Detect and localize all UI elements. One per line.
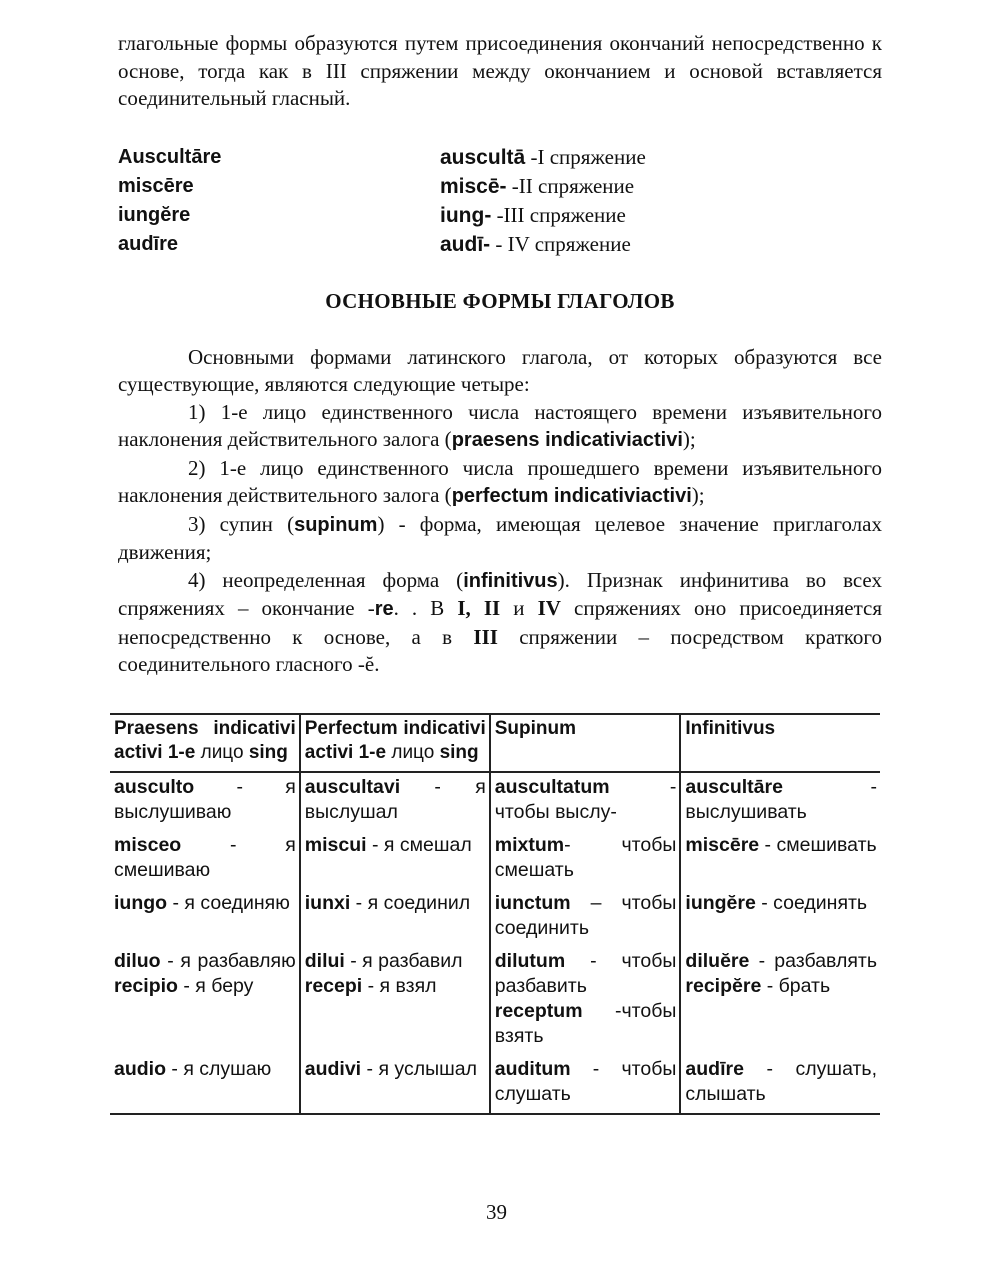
stem-form: auscultā (440, 145, 526, 169)
latin-form: auditum (494, 1057, 571, 1080)
header-infinitivus: Infinitivus (680, 714, 880, 772)
translation: - я выслушиваю (114, 775, 296, 823)
header-supinum: Supinum (490, 714, 681, 772)
translation: - я взял (362, 974, 437, 997)
item-text: 2) 1-е лицо единственного числа прошедшего времени изъявительного наклонения действительного залога ( (118, 455, 882, 507)
item-text: 3) супин ( (188, 511, 295, 536)
table-cell (490, 831, 681, 889)
latin-form: dilui (304, 949, 345, 972)
table-cell (300, 772, 490, 831)
table-row (110, 889, 880, 947)
header-text: sing (248, 741, 288, 763)
translation: - чтобы выслу- (494, 775, 677, 823)
translation: - я услышал (361, 1057, 477, 1080)
intro-paragraph: глагольные формы образуются путем присоединения окончаний непосредственно к основе, тогда как в III спряжении между окончанием и основой вставляется соединительный гласный. (118, 31, 882, 110)
stem-infinitive: Auscultāre (118, 145, 222, 168)
table-cell (300, 1055, 490, 1114)
latin-form: auscultavi (304, 775, 401, 798)
table-cell (680, 772, 880, 831)
page-number: 39 (486, 1200, 507, 1224)
stem-infinitive: iungĕre (118, 203, 191, 226)
translation: - я смешиваю (114, 833, 296, 881)
item-text: и (500, 596, 538, 620)
translation: -чтобы взять (494, 999, 677, 1047)
stem-form: iung- (440, 203, 492, 227)
translation: - чтобы смешать (494, 833, 677, 881)
latin-form: recepi (304, 974, 363, 997)
table-cell (110, 1055, 300, 1114)
latin-term: perfectum indicativiactivi (451, 485, 692, 507)
latin-form: dilutum (494, 949, 566, 972)
translation: - я соединяю (167, 891, 290, 914)
table-cell (680, 1055, 880, 1114)
latin-form: ausculto (114, 775, 195, 798)
translation: - чтобы слушать (494, 1057, 677, 1105)
latin-form: miscēre (685, 833, 760, 856)
table-cell (110, 772, 300, 831)
latin-form: auscultatum (494, 775, 610, 798)
table-cell (110, 889, 300, 947)
section-title: ОСНОВНЫЕ ФОРМЫ ГЛАГОЛОВ (325, 288, 675, 313)
latin-form: audivi (304, 1057, 362, 1080)
stem-label: -I спряжение (525, 144, 646, 169)
latin-form: mixtum (494, 833, 565, 856)
table-cell (680, 947, 880, 1055)
latin-form: audīre (685, 1057, 744, 1080)
table-cell (490, 1055, 681, 1114)
item-text: . . В (393, 596, 458, 620)
latin-form: audio (114, 1057, 166, 1080)
stem-conjugation (440, 143, 882, 172)
latin-term: supinum (294, 513, 378, 536)
stem-infinitive: miscēre (118, 174, 194, 197)
translation: - я смешал (366, 833, 472, 856)
latin-term: praesens indicativiactivi (451, 429, 683, 451)
latin-form: iunxi (304, 891, 351, 914)
header-text: sing (439, 741, 479, 763)
latin-form: recipio (114, 974, 178, 997)
page-content (114, 30, 882, 1115)
latin-form: iungĕre (685, 891, 756, 914)
translation: - выслушивать (685, 775, 877, 823)
translation: - смешивать (759, 833, 877, 856)
table-row (110, 772, 880, 831)
table-row (110, 1055, 880, 1114)
latin-form: auscultāre (685, 775, 783, 798)
header-text: Perfectum indicativi activi 1-е (304, 717, 486, 763)
translation: - разбавлять (749, 949, 877, 972)
table-cell (490, 889, 681, 947)
ending: re (374, 598, 394, 620)
conjugation-numeral: IV (537, 596, 561, 620)
header-perfectum (300, 714, 490, 772)
item-text: спряжениях оно присоединяется непосредственно к основе, а в (118, 596, 882, 649)
latin-form: receptum (494, 999, 583, 1022)
latin-form: recipĕre (685, 974, 762, 997)
translation: - я беру (177, 974, 254, 997)
header-text: Praesens indicativi activi 1-е (114, 717, 296, 763)
latin-term: infinitivus (463, 569, 558, 592)
translation: - я соединил (350, 891, 471, 914)
lead-paragraph: Основными формами латинского глагола, от которых образуются все существующие, являются следующие четыре: (118, 344, 882, 396)
item-text: 4) неопределенная форма ( (188, 567, 464, 592)
latin-form: iunctum (494, 891, 571, 914)
conjugation-numerals: I, II (457, 596, 501, 620)
item-text: ). Признак инфинитива во всех спряжениях – окончание - (118, 567, 882, 620)
table-cell (300, 947, 490, 1055)
latin-form: diluĕre (685, 949, 750, 972)
stem-conjugation (440, 230, 882, 259)
header-praesens (110, 714, 300, 772)
stem-conjugation (440, 201, 882, 230)
table-cell (490, 772, 681, 831)
list-item (118, 399, 882, 455)
stem-label: -II спряжение (506, 173, 635, 198)
stem-conjugation (440, 172, 882, 201)
translation: - чтобы разбавить (494, 949, 677, 997)
stem-form: miscē- (440, 174, 507, 198)
table-row (110, 947, 880, 1055)
item-text: ); (691, 483, 705, 507)
list-item (118, 567, 882, 679)
conjugation-stems-list (118, 143, 882, 259)
translation: - я слушаю (166, 1057, 272, 1080)
item-text: ); (682, 427, 696, 451)
translation: - брать (761, 974, 831, 997)
header-text: лицо (391, 741, 435, 763)
translation: - соединять (755, 891, 868, 914)
translation: - я разбавил (344, 949, 463, 972)
header-text: лицо (200, 741, 244, 763)
latin-form: miscui (304, 833, 367, 856)
table-cell (680, 889, 880, 947)
translation: - слушать, слышать (685, 1057, 877, 1105)
latin-form: iungo (114, 891, 168, 914)
latin-form: misceo (114, 833, 182, 856)
item-text: ) - форма, имеющая целевое значение приглаголах движения; (118, 511, 882, 564)
latin-form: diluo (114, 949, 161, 972)
table-cell (110, 947, 300, 1055)
translation: - я разбавляю (160, 949, 296, 972)
table-row (110, 831, 880, 889)
conjugation-numeral: III (473, 624, 498, 649)
translation: - я выслушал (304, 775, 486, 823)
list-item (118, 455, 882, 511)
stem-form: audī- (440, 232, 491, 256)
table-cell (680, 831, 880, 889)
stem-infinitive: audīre (118, 232, 179, 255)
translation: – чтобы соединить (494, 891, 677, 939)
list-item (118, 511, 882, 567)
table-header-row (110, 714, 880, 772)
table-cell (300, 889, 490, 947)
stem-label: -III спряжение (491, 202, 626, 227)
table-cell (300, 831, 490, 889)
item-text: 1) 1-е лицо единственного числа настоящего времени изъявительного наклонения действительного залога ( (118, 399, 882, 451)
table-cell (490, 947, 681, 1055)
verb-forms-table (110, 713, 880, 1115)
stem-label: - IV спряжение (490, 231, 631, 256)
table-cell (110, 831, 300, 889)
item-text: спряжении – посредством краткого соединительного гласного -ĕ. (118, 624, 882, 676)
